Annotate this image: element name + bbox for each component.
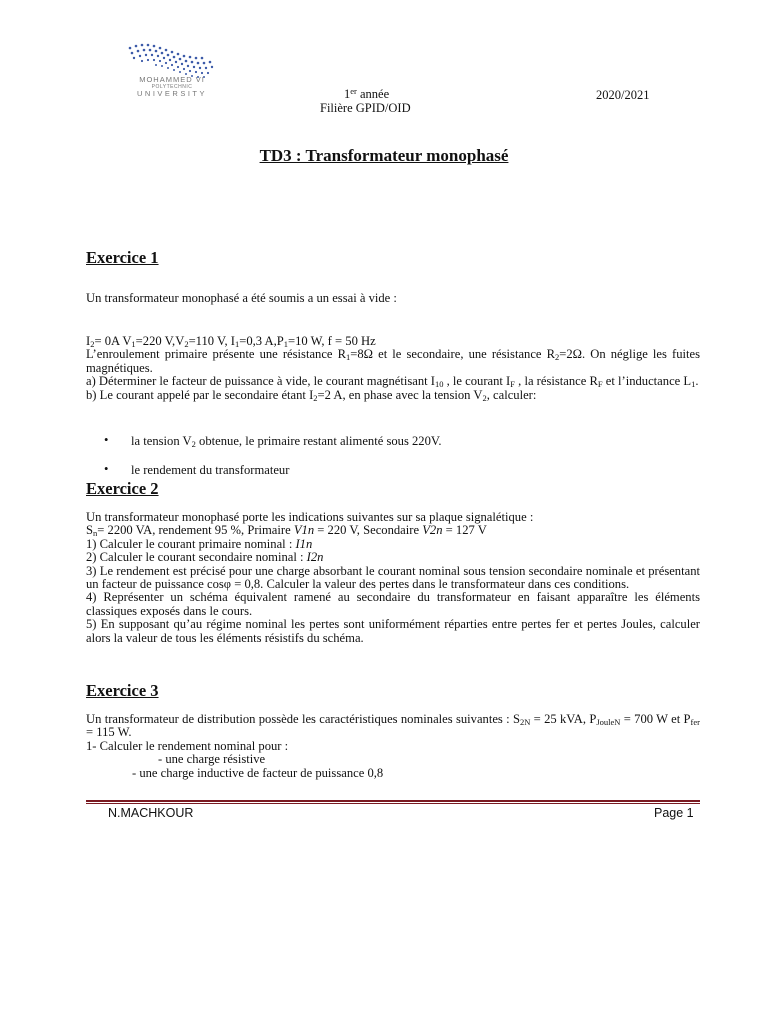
exercise-2-body [86, 511, 700, 645]
ex1-data-line: $I_2= 0A$ $V_1=220$ $V,V_2=110$ V, $I_1=0,3$ $A,P_1=10$ W, f = 50 Hz [86, 334, 376, 349]
footer-page-number: Page 1 [654, 806, 694, 820]
footer-divider-thin [86, 803, 700, 804]
logo-text-line2: POLYTECHNIC [151, 84, 193, 90]
footer-divider [86, 800, 700, 802]
ex1-question-b: b) Le courant appelé par le secondaire étant $I_2=2$ A, en phase avec la tension $V_2$, calculer: [86, 387, 537, 403]
exercise-3-heading: Exercice 3 [86, 681, 159, 700]
exercise-1-intro: Un transformateur monophasé a été soumis a un essai à vide : [86, 291, 397, 305]
ex2-line-7: 5) En supposant qu’au régime nominal les pertes sont uniformément réparties entre pertes fer et pertes Joules, calculer alors la valeur de tous les éléments résistifs du schéma. [86, 617, 700, 645]
ex3-line-4: - une charge résistive [158, 752, 266, 767]
ex1-bullet-2: le rendement du transformateur [131, 463, 290, 477]
academic-year: 2020/2021 [596, 88, 650, 102]
exercise-3-body [86, 713, 700, 780]
ex1-question-a: a) Déterminer le facteur de puissance à vide, le courant magnétisant $I_{10}$ , le courant $I_F$ , la résistance $R_F$ et l’inductance $L_1$. [86, 374, 699, 390]
ex2-line-2: $S_n= 2200$ VA, rendement 95 %, Primaire V1n = 220 V, Secondaire V2n = 127 V [86, 523, 487, 539]
ex1-bullet-1: la tension $V_2$ obtenue, le primaire restant alimenté sous 220V. [131, 434, 442, 449]
bullet-dot-icon: • [104, 462, 109, 476]
filiere-label: Filière GPID/OID [320, 101, 411, 115]
university-logo [122, 40, 222, 102]
footer-author: N.MACHKOUR [108, 806, 194, 820]
ex2-line-4: 2) Calculer le courant secondaire nominal : I2n [86, 550, 324, 565]
ex3-line-3: 1- Calculer le rendement nominal pour : [86, 738, 289, 753]
logo-text-line3: UNIVERSITY [136, 89, 207, 98]
ex1-paragraph-1: L’enroulement primaire présente une résistance $R_1=8\Omega$ et le secondaire, une résistance $R_2=2\Omega$. On néglige les fuites magnétiques. [86, 347, 700, 375]
ex2-line-1: Un transformateur monophasé porte les indications suivantes sur sa plaque signalétique : [86, 510, 534, 524]
exercise-2-heading: Exercice 2 [86, 479, 159, 498]
year-label: 1er année [344, 86, 390, 101]
logo-text-line1: MOHAMMED VI [139, 75, 205, 84]
ex2-line-5: 3) Le rendement est précisé pour une charge absorbant le courant nominal sous tension secondaire nominale et présentant un facteur de puissance cosφ = 0,8. Calculer la valeur des pertes dans le transformateur dans ces conditions. [86, 563, 700, 592]
ex3-line-1: Un transformateur de distribution possède les caractéristiques nominales suivantes : $S_{2N} = 25$ kVA, $P_{JouleN} = 700$ W et $P_{fer} = 115$ W. [86, 712, 700, 740]
ex2-line-6: 4) Représenter un schéma équivalent ramené au secondaire du transformateur en faisant apparaître les éléments classiques exposés dans le cours. [86, 590, 700, 618]
exercise-1-body [86, 335, 700, 402]
ex2-line-3: 1) Calculer le courant primaire nominal : I1n [86, 536, 313, 551]
exercise-1-heading: Exercice 1 [86, 248, 159, 267]
ex3-line-5: - une charge inductive de facteur de puissance 0,8 [132, 765, 384, 780]
page-title: TD3 : Transformateur monophasé [259, 146, 509, 165]
bullet-dot-icon: • [104, 433, 109, 447]
